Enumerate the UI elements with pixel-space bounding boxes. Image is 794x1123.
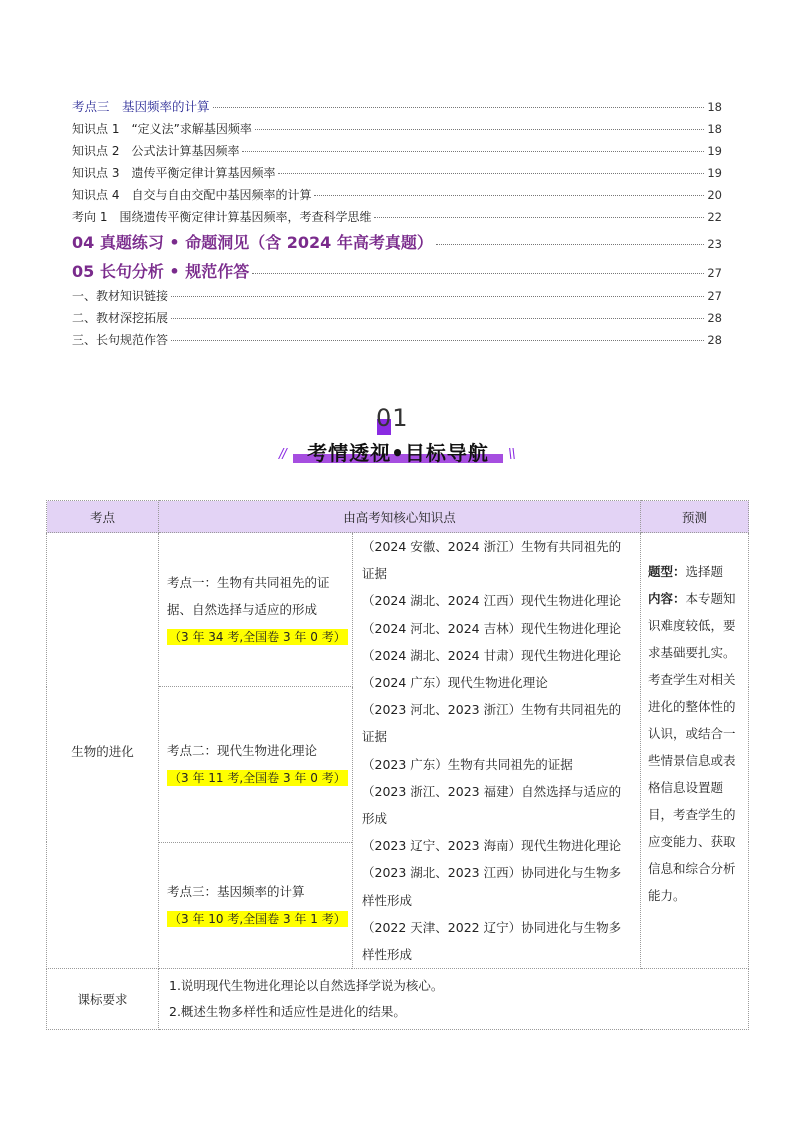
section-title: 考情透视•目标导航	[307, 441, 489, 465]
requirement-item: 1.说明现代生物进化理论以自然选择学说为核心。	[169, 978, 444, 994]
toc-leader	[213, 107, 705, 108]
toc-entry[interactable]	[72, 142, 722, 159]
requirements-cell	[159, 969, 749, 1030]
toc-entry[interactable]	[72, 259, 722, 282]
exam-point-cell	[159, 533, 353, 687]
knowledge-line: （2024 河北、2024 吉林）现代生物进化理论	[362, 620, 622, 636]
toc-page: 18	[707, 122, 722, 136]
toc-leader	[252, 273, 704, 274]
toc-entry[interactable]	[72, 97, 722, 115]
table-header-row	[47, 501, 749, 533]
toc-page: 22	[707, 210, 722, 224]
requirements-row	[47, 969, 749, 1030]
prediction-type-label: 题型：	[648, 564, 686, 579]
knowledge-line: （2023 河北、2023 浙江）生物有共同祖先的	[362, 702, 622, 718]
toc-entry[interactable]	[72, 331, 722, 348]
toc-title: 二、教材深挖拓展	[72, 311, 169, 325]
toc-page: 28	[707, 311, 722, 325]
knowledge-line: （2022 天津、2022 辽宁）协同进化与生物多	[362, 919, 622, 935]
category-cell: 生物的进化	[47, 533, 159, 969]
toc-title: 考向 1 围绕遗传平衡定律计算基因频率，考查科学思维	[72, 210, 372, 224]
prediction-content-label: 内容：	[648, 591, 686, 606]
header-category: 考点	[47, 501, 159, 533]
toc-entry[interactable]	[72, 208, 722, 225]
toc-leader	[374, 217, 704, 218]
knowledge-line: （2023 广东）生物有共同祖先的证据	[362, 756, 573, 772]
toc-page: 20	[707, 188, 722, 202]
toc-leader	[278, 173, 704, 174]
knowledge-line: （2023 辽宁、2023 海南）现代生物进化理论	[362, 838, 622, 854]
table-row	[47, 533, 749, 687]
knowledge-line: 证据	[362, 566, 388, 582]
knowledge-line: （2024 湖北、2024 江西）现代生物进化理论	[362, 593, 622, 609]
knowledge-list-cell	[353, 533, 641, 969]
toc-leader	[171, 296, 704, 297]
slash-decoration-left: //	[279, 447, 286, 462]
exam-overview-table	[46, 500, 749, 1030]
toc-entry[interactable]	[72, 186, 722, 203]
toc-entry[interactable]	[72, 120, 722, 137]
knowledge-line: 证据	[362, 729, 388, 745]
exam-point-cell	[159, 842, 353, 968]
toc-entry[interactable]	[72, 230, 722, 253]
exam-point-name: 考点三：基因频率的计算	[167, 884, 305, 900]
prediction-type-value: 选择题	[685, 564, 724, 579]
exam-point-count: （3 年 34 考,全国卷 3 年 0 考）	[169, 629, 346, 644]
exam-point-count: （3 年 11 考,全国卷 3 年 0 考）	[169, 771, 346, 786]
exam-point-cell	[159, 687, 353, 842]
toc-title: 知识点 3 遗传平衡定律计算基因频率	[72, 166, 276, 180]
toc-title: 知识点 2 公式法计算基因频率	[72, 144, 240, 158]
toc-page: 18	[707, 100, 722, 114]
exam-point-name: 考点一：生物有共同祖先的证据、自然选择与适应的形成	[167, 574, 330, 617]
toc-entry[interactable]	[72, 309, 722, 326]
toc-page: 27	[707, 266, 722, 280]
toc-leader	[436, 244, 704, 245]
toc-leader	[171, 318, 704, 319]
toc-leader	[171, 340, 704, 341]
prediction-cell	[641, 533, 749, 969]
toc-title: 一、教材知识链接	[72, 289, 169, 303]
toc-title: 三、长句规范作答	[72, 333, 169, 347]
toc-page: 27	[707, 289, 722, 303]
toc-leader	[314, 195, 704, 196]
toc-title: 考点三 基因频率的计算	[72, 99, 210, 114]
toc-page: 19	[707, 144, 722, 158]
toc-entry[interactable]	[72, 287, 722, 304]
toc-leader	[255, 129, 704, 130]
knowledge-line: （2023 湖北、2023 江西）协同进化与生物多	[362, 865, 622, 881]
toc-entry[interactable]	[72, 164, 722, 181]
knowledge-line: （2024 广东）现代生物进化理论	[362, 675, 548, 691]
knowledge-line: 样性形成	[362, 947, 413, 963]
toc-title: 05 长句分析 • 规范作答	[72, 262, 250, 281]
toc-page: 28	[707, 333, 722, 347]
exam-point-count: （3 年 10 考,全国卷 3 年 1 考）	[169, 912, 346, 927]
prediction-content-value: 本专题知识难度较低，要求基础要扎实。考查学生对相关进化的整体性的认识，或结合一些情景信息或表格信息设置题目，考查学生的应变能力、获取信息和综合分析能力。	[648, 591, 736, 903]
slash-decoration-right: \\	[508, 447, 515, 462]
requirement-item: 2.概述生物多样性和适应性是进化的结果。	[169, 1004, 406, 1020]
toc-page: 23	[707, 237, 722, 251]
knowledge-line: （2024 湖北、2024 甘肃）现代生物进化理论	[362, 647, 622, 663]
toc-title: 04 真题练习 • 命题洞见（含 2024 年高考真题）	[72, 233, 433, 252]
toc-page: 19	[707, 166, 722, 180]
knowledge-line: （2024 安徽、2024 浙江）生物有共同祖先的	[362, 539, 622, 554]
knowledge-line: 形成	[362, 811, 388, 827]
knowledge-line: 样性形成	[362, 892, 413, 908]
header-prediction: 预测	[641, 501, 749, 533]
exam-point-name: 考点二：现代生物进化理论	[167, 743, 318, 759]
toc-title: 知识点 1 “定义法”求解基因频率	[72, 122, 252, 136]
requirements-label: 课标要求	[47, 969, 159, 1030]
knowledge-line: （2023 浙江、2023 福建）自然选择与适应的	[362, 783, 622, 799]
toc-leader	[242, 151, 704, 152]
toc-title: 知识点 4 自交与自由交配中基因频率的计算	[72, 188, 312, 202]
section-number: 01	[376, 404, 409, 432]
header-knowledge: 由高考知核心知识点	[159, 501, 641, 533]
